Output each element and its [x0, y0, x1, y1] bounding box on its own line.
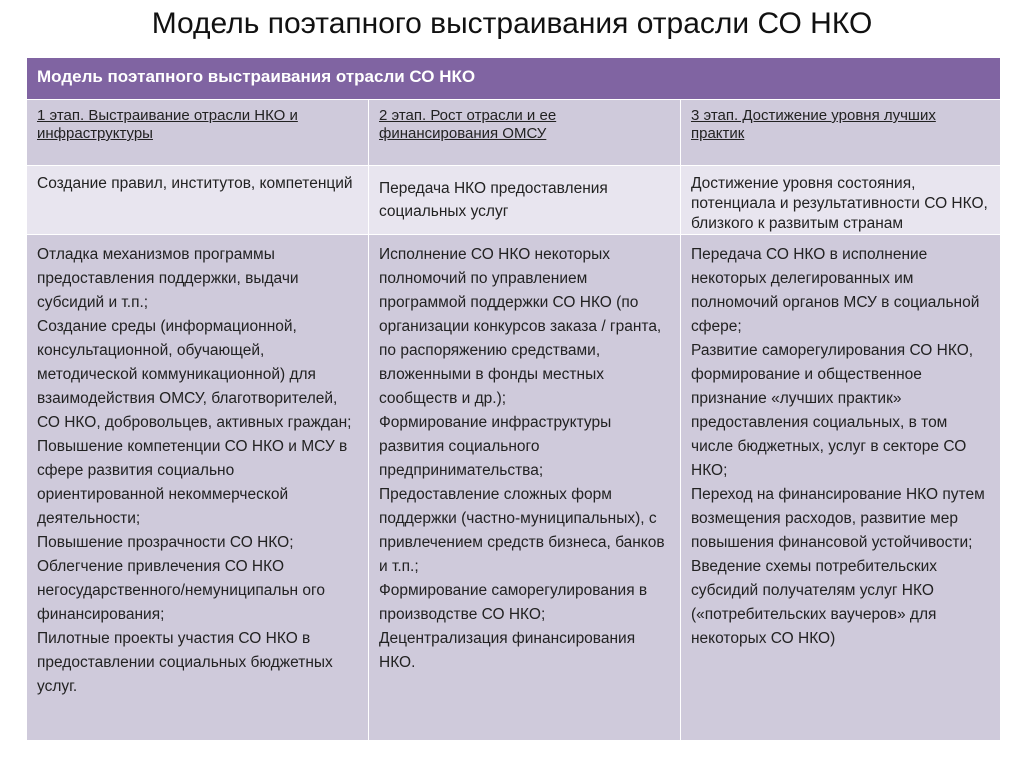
stage-cell-1: [27, 100, 369, 166]
tasks-cell-1: [27, 235, 369, 741]
stage-cell-2: [369, 100, 681, 166]
tasks-cell-3: [681, 235, 1001, 741]
task-item: Пилотные проекты участия СО НКО в предоставлении социальных бюджетных услуг.: [37, 630, 333, 695]
task-item: Децентрализация финансирования НКО.: [379, 630, 636, 671]
table-caption-row: [27, 58, 1001, 100]
model-table-container: [26, 57, 1000, 741]
slide-title: Модель поэтапного выстраивания отрасли СО НКО: [151, 7, 873, 40]
model-table: [26, 57, 1001, 741]
task-item: Облегчение привлечения СО НКО негосударственного/немуниципальн ого финансирования;: [37, 558, 325, 623]
task-item: Развитие саморегулирования СО НКО, формирование и общественное признание «лучших практик» предоставления социальных, в том числе бюджетных, услуг в секторе СО НКО;: [691, 342, 974, 479]
task-item: Формирование инфраструктуры развития социального предпринимательства;: [379, 414, 612, 479]
stage-row: [27, 100, 1001, 166]
tasks-cell-2: [369, 235, 681, 741]
table-caption: Модель поэтапного выстраивания отрасли СО НКО: [27, 58, 1001, 100]
stage-cell-3: [681, 100, 1001, 166]
stage-label-3: 3 этап. Достижение уровня лучших практик: [691, 107, 936, 142]
stage-label-2: 2 этап. Рост отрасли и ее финансирования ОМСУ: [379, 107, 557, 142]
task-item: Отладка механизмов программы предоставления поддержки, выдачи субсидий и т.п.;: [37, 246, 299, 311]
goal-row: [27, 166, 1001, 235]
task-item: Переход на финансирование НКО путем возмещения расходов, развитие мер повышения финансовой устойчивости;: [691, 486, 985, 551]
task-item: Повышение компетенции СО НКО и МСУ в сфере развития социально ориентированной некоммерческой деятельности;: [37, 438, 348, 527]
task-item: Повышение прозрачности СО НКО;: [37, 534, 294, 551]
task-item: Введение схемы потребительских субсидий получателям услуг НКО («потребительских ваучеров» для некоторых СО НКО): [691, 558, 938, 647]
task-item: Создание среды (информационной, консультационной, обучающей, методической коммуникационной) для взаимодействия ОМСУ, благотворителей, СО НКО, добровольцев, активных граждан;: [37, 318, 352, 431]
task-item: Формирование саморегулирования в производстве СО НКО;: [379, 582, 648, 623]
task-item: Предоставление сложных форм поддержки (частно-муниципальных), с привлечением средств бизнеса, банков и т.п.;: [379, 486, 665, 575]
tasks-row: [27, 235, 1001, 741]
goal-cell-3: Достижение уровня состояния, потенциала и результативности СО НКО, близкого к развитым странам: [681, 166, 1001, 235]
goal-cell-2: Передача НКО предоставления социальных услуг: [369, 166, 681, 235]
task-item: Исполнение СО НКО некоторых полномочий по управлением программой поддержки СО НКО (по организации конкурсов заказа / гранта, по распоряжению средствами, вложенными в фонды местных сообществ и др.);: [379, 246, 662, 407]
task-item: Передача СО НКО в исполнение некоторых делегированных им полномочий органов МСУ в социальной сфере;: [691, 246, 980, 335]
stage-label-1: 1 этап. Выстраивание отрасли НКО и инфраструктуры: [37, 107, 298, 142]
goal-cell-1: Создание правил, институтов, компетенций: [27, 166, 369, 235]
